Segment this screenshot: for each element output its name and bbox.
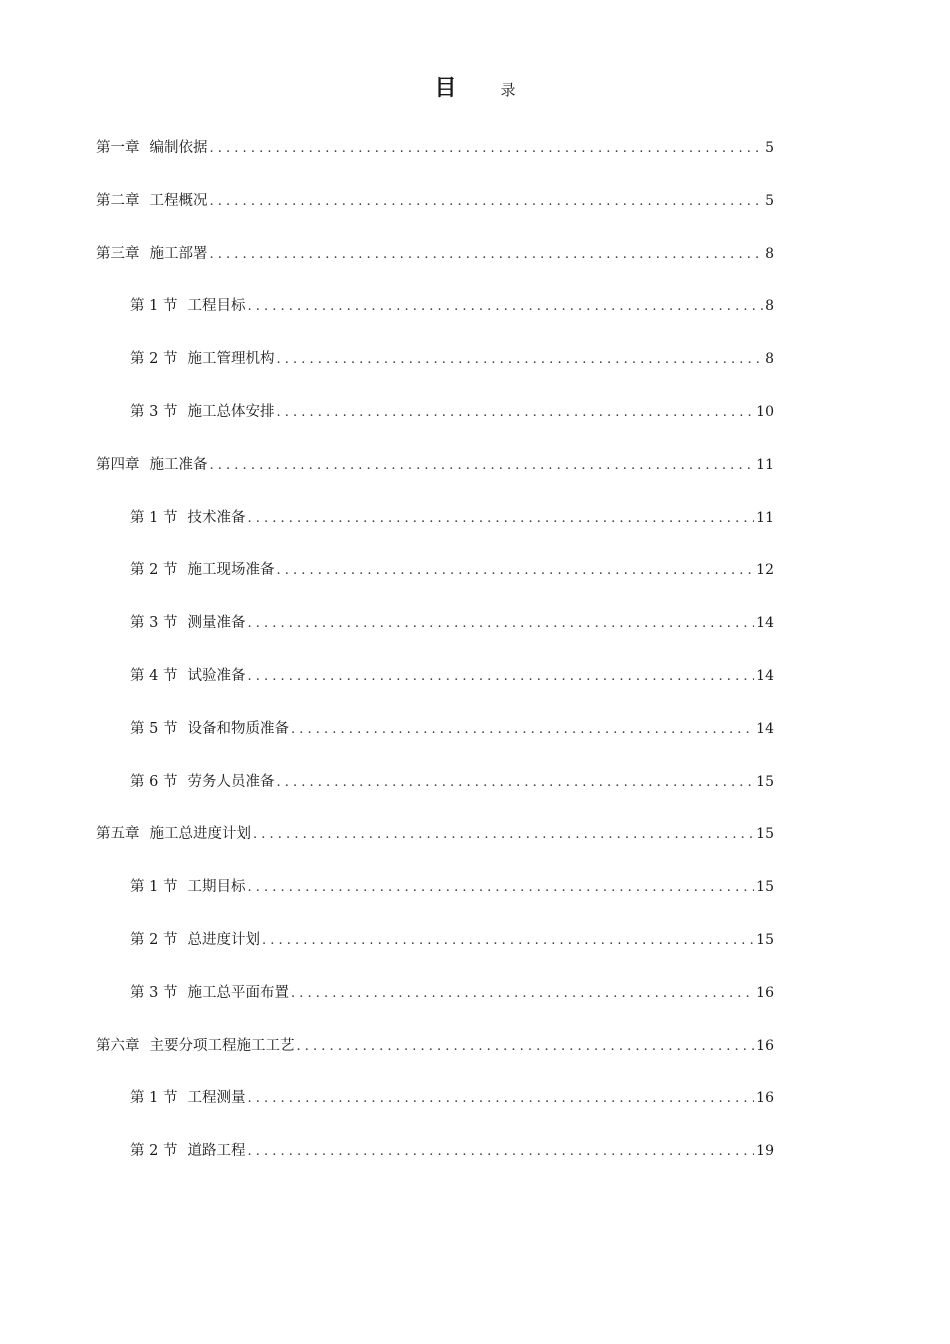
toc-chapter-entry[interactable] xyxy=(96,189,774,242)
toc-dot-leader xyxy=(253,823,754,847)
toc-dot-leader xyxy=(247,1087,754,1111)
toc-entry-number: 第 2 节 xyxy=(130,1143,178,1160)
toc-entry-title: 试验准备 xyxy=(187,667,246,684)
toc-page-number: 8 xyxy=(765,298,774,315)
toc-dot-leader xyxy=(291,718,754,742)
toc-section-entry[interactable] xyxy=(96,981,774,1034)
toc-page-number: 5 xyxy=(765,192,774,209)
toc-page-number: 14 xyxy=(756,667,774,684)
toc-entry-title: 设备和物质准备 xyxy=(187,720,289,737)
toc-chapter-entry[interactable] xyxy=(96,136,774,189)
toc-entry-title: 施工管理机构 xyxy=(187,351,275,368)
toc-entry-title: 编制依据 xyxy=(149,140,208,156)
toc-dot-leader xyxy=(247,612,754,636)
toc-page-number: 11 xyxy=(756,456,774,473)
toc-chapter-entry[interactable] xyxy=(96,242,774,295)
toc-entry-number: 第 1 节 xyxy=(130,879,178,896)
toc-dot-leader xyxy=(210,454,755,478)
toc-entry-title: 劳务人员准备 xyxy=(187,773,275,790)
toc-dot-leader xyxy=(247,295,763,319)
toc-entry-number: 第 1 节 xyxy=(130,1090,178,1107)
toc-entry-number: 第二章 xyxy=(96,192,140,209)
toc-dot-leader xyxy=(262,929,754,953)
toc-section-entry[interactable] xyxy=(96,558,774,611)
toc-dot-leader xyxy=(276,559,754,583)
toc-page-number: 8 xyxy=(765,245,774,262)
toc-entry-title: 工程概况 xyxy=(149,192,208,209)
toc-section-entry[interactable] xyxy=(96,928,774,981)
toc-entry-title: 总进度计划 xyxy=(187,931,260,948)
toc-dot-leader xyxy=(210,190,764,214)
page-title xyxy=(0,78,950,100)
toc-page-number: 15 xyxy=(756,826,774,843)
toc-section-entry[interactable] xyxy=(96,1139,774,1192)
toc-entry-number: 第 4 节 xyxy=(130,667,178,684)
toc-entry-number: 第 1 节 xyxy=(130,509,178,526)
toc-page-number: 16 xyxy=(756,1037,774,1054)
toc-dot-leader xyxy=(297,1035,755,1059)
toc-dot-leader xyxy=(247,665,754,689)
toc-page-number: 15 xyxy=(756,931,774,948)
toc-dot-leader xyxy=(210,243,764,267)
toc-dot-leader xyxy=(291,982,754,1006)
toc-dot-leader xyxy=(276,401,754,425)
toc-entry-title: 工程测量 xyxy=(187,1090,246,1107)
toc-dot-leader xyxy=(276,348,763,372)
toc-page-number: 10 xyxy=(756,403,774,420)
toc-entry-number: 第五章 xyxy=(96,826,140,843)
toc-page-number: 12 xyxy=(756,562,774,579)
title-char-2: 录 xyxy=(500,81,516,99)
toc-dot-leader xyxy=(210,137,764,161)
toc-page-number: 19 xyxy=(756,1143,774,1160)
toc-entry-number: 第六章 xyxy=(96,1037,140,1054)
toc-entry-number: 第 2 节 xyxy=(130,351,178,368)
toc-page-number: 11 xyxy=(756,509,774,526)
toc-section-entry[interactable] xyxy=(96,506,774,559)
toc-dot-leader xyxy=(276,771,754,795)
toc-page-number: 14 xyxy=(756,720,774,737)
toc-section-entry[interactable] xyxy=(96,347,774,400)
toc-entry-title: 主要分项工程施工工艺 xyxy=(149,1037,295,1054)
toc-entry-number: 第 3 节 xyxy=(130,984,178,1001)
toc-entry-number: 第 3 节 xyxy=(130,615,178,632)
toc-entry-title: 工程目标 xyxy=(187,298,246,315)
toc-section-entry[interactable] xyxy=(96,717,774,770)
title-char-1: 目 xyxy=(434,76,457,101)
toc-entry-number: 第三章 xyxy=(96,245,140,262)
toc-page-number: 5 xyxy=(765,140,774,156)
toc-entry-title: 施工总平面布置 xyxy=(187,984,289,1001)
toc-page-number: 16 xyxy=(756,1090,774,1107)
table-of-contents xyxy=(96,136,774,1192)
toc-chapter-entry[interactable] xyxy=(96,822,774,875)
toc-dot-leader xyxy=(247,507,754,531)
toc-entry-number: 第 6 节 xyxy=(130,773,178,790)
toc-entry-number: 第 2 节 xyxy=(130,931,178,948)
toc-entry-title: 道路工程 xyxy=(187,1143,246,1160)
toc-chapter-entry[interactable] xyxy=(96,453,774,506)
toc-entry-number: 第 2 节 xyxy=(130,562,178,579)
toc-section-entry[interactable] xyxy=(96,611,774,664)
toc-entry-title: 施工总体安排 xyxy=(187,403,275,420)
toc-chapter-entry[interactable] xyxy=(96,1034,774,1087)
toc-section-entry[interactable] xyxy=(96,664,774,717)
toc-entry-number: 第四章 xyxy=(96,456,140,473)
toc-section-entry[interactable] xyxy=(96,400,774,453)
toc-entry-title: 施工部署 xyxy=(149,245,208,262)
toc-page-number: 15 xyxy=(756,773,774,790)
toc-entry-title: 施工现场准备 xyxy=(187,562,275,579)
toc-entry-number: 第一章 xyxy=(96,140,140,156)
toc-entry-number: 第 1 节 xyxy=(130,298,178,315)
toc-page-number: 8 xyxy=(765,351,774,368)
toc-entry-title: 工期目标 xyxy=(187,879,246,896)
toc-section-entry[interactable] xyxy=(96,770,774,823)
toc-entry-number: 第 5 节 xyxy=(130,720,178,737)
toc-page-number: 16 xyxy=(756,984,774,1001)
toc-entry-title: 施工准备 xyxy=(149,456,208,473)
toc-page-number: 15 xyxy=(756,879,774,896)
toc-page-number: 14 xyxy=(756,615,774,632)
toc-dot-leader xyxy=(247,876,754,900)
toc-dot-leader xyxy=(247,1140,754,1164)
toc-entry-title: 施工总进度计划 xyxy=(149,826,251,843)
toc-entry-number: 第 3 节 xyxy=(130,403,178,420)
toc-section-entry[interactable] xyxy=(96,875,774,928)
toc-section-entry[interactable] xyxy=(96,294,774,347)
toc-entry-title: 测量准备 xyxy=(187,615,246,632)
toc-entry-title: 技术准备 xyxy=(187,509,246,526)
toc-section-entry[interactable] xyxy=(96,1086,774,1139)
